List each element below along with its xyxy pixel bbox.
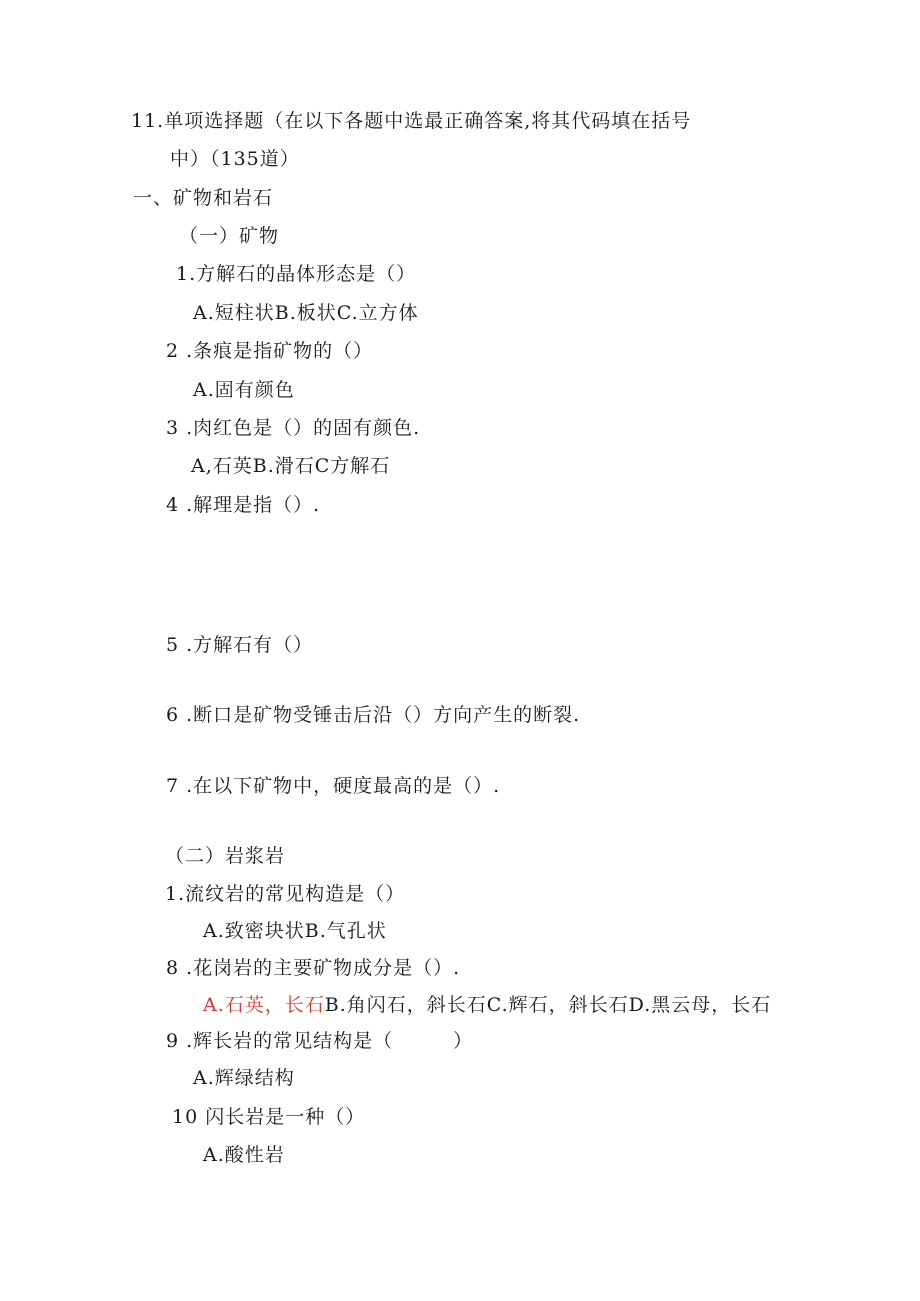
question-6-text: 6 .断口是矿物受锤击后沿（）方向产生的断裂. (166, 704, 581, 726)
question-3-text: 3 .肉红色是（）的固有颜色. (166, 417, 421, 439)
question-2-options: A.固有颜色 (193, 379, 295, 401)
question-1-text: 1.方解石的晶体形态是（） (176, 263, 417, 285)
question-5-text: 5 .方解石有（） (166, 634, 314, 656)
question-8-answer: A.石英，长石 (203, 994, 325, 1016)
question-igneous-1-options: A.致密块状B.气孔状 (203, 920, 387, 942)
question-9-options: A.辉绿结构 (193, 1067, 295, 1089)
question-1-options: A.短柱状B.板状C.立方体 (193, 302, 419, 324)
question-8-options-rest: B.角闪石，斜长石C.辉石，斜长石D.黑云母，长石 (324, 994, 772, 1016)
question-8-options (203, 993, 771, 1017)
question-8-text: 8 .花岗岩的主要矿物成分是（）. (166, 957, 461, 979)
question-3-options: A,石英B.滑石C方解石 (191, 455, 391, 477)
question-7-text: 7 .在以下矿物中，硬度最高的是（）. (166, 775, 501, 797)
question-igneous-1-text: 1.流纹岩的常见构造是（） (165, 883, 406, 905)
question-10-text: 10 闪长岩是一种（） (172, 1106, 366, 1128)
subsection-title-igneous: （二）岩浆岩 (165, 845, 286, 867)
subsection-title-minerals: （一）矿物 (179, 225, 280, 247)
question-2-text: 2 .条痕是指矿物的（） (166, 340, 374, 362)
heading-line-2: 中）（135道） (170, 148, 300, 170)
section-title: 一、矿物和岩石 (133, 187, 274, 209)
question-9-text: 9 .辉长岩的常见结构是（ ） (166, 1030, 474, 1052)
heading-line-1: 11.单项选择题（在以下各题中选最正确答案,将其代码填在括号 (131, 110, 692, 132)
question-10-options: A.酸性岩 (203, 1144, 285, 1166)
question-4-text: 4 .解理是指（）. (166, 494, 321, 516)
